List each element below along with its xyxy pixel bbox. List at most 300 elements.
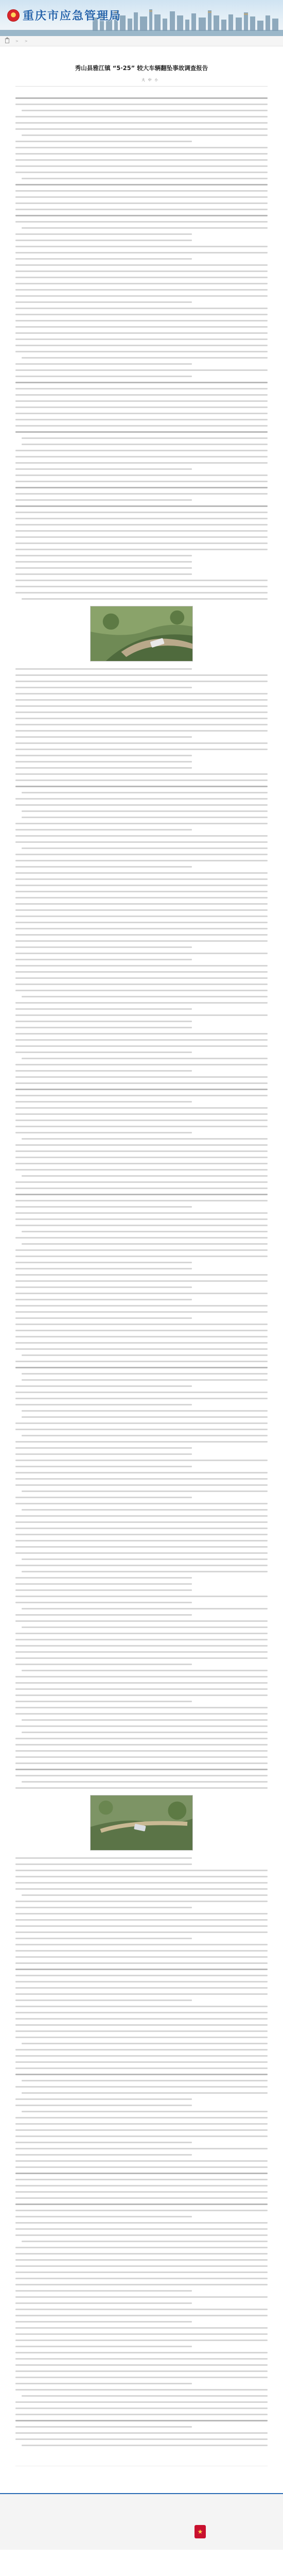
text-line-placeholder xyxy=(15,280,268,286)
text-line-placeholder xyxy=(15,1636,268,1642)
text-line-placeholder xyxy=(15,466,268,472)
text-line-placeholder xyxy=(15,1630,268,1636)
text-line-placeholder xyxy=(15,503,268,509)
text-line-placeholder xyxy=(15,1284,268,1290)
text-line-placeholder xyxy=(15,950,268,956)
government-site-badge-icon[interactable] xyxy=(194,2525,206,2538)
text-line-placeholder xyxy=(15,2318,268,2325)
text-line-placeholder xyxy=(15,1760,268,1766)
text-line-placeholder xyxy=(15,1222,268,1228)
text-line-placeholder xyxy=(15,1661,268,1667)
text-line-placeholder xyxy=(15,2250,268,2257)
text-line-placeholder xyxy=(15,1043,268,1049)
text-line-placeholder xyxy=(15,1649,268,1655)
text-line-placeholder xyxy=(15,1935,268,1941)
text-line-placeholder xyxy=(15,342,268,348)
text-line-placeholder xyxy=(15,2219,268,2226)
text-line-placeholder xyxy=(15,1587,268,1593)
text-line-placeholder xyxy=(15,1593,268,1599)
text-line-placeholder xyxy=(15,1618,268,1624)
text-line-placeholder xyxy=(15,1972,268,1978)
text-line-placeholder xyxy=(15,1426,268,1432)
text-line-placeholder xyxy=(15,2275,268,2281)
text-line-placeholder xyxy=(15,2170,268,2176)
text-line-placeholder xyxy=(15,1247,268,1253)
text-line-placeholder xyxy=(15,410,268,416)
text-line-placeholder xyxy=(15,1667,268,1673)
text-line-placeholder xyxy=(15,1370,268,1377)
text-line-placeholder xyxy=(15,324,268,330)
site-logo[interactable] xyxy=(7,7,121,23)
text-line-placeholder xyxy=(15,969,268,975)
text-line-placeholder xyxy=(15,721,268,727)
text-line-placeholder xyxy=(15,2071,268,2077)
text-line-placeholder xyxy=(15,225,268,231)
text-line-placeholder xyxy=(15,1966,268,1972)
text-line-placeholder xyxy=(15,1309,268,1315)
text-line-placeholder xyxy=(15,1469,268,1476)
text-line-placeholder xyxy=(15,317,268,324)
text-line-placeholder xyxy=(15,2195,268,2201)
text-line-placeholder xyxy=(15,120,268,126)
text-line-placeholder xyxy=(15,274,268,280)
text-line-placeholder xyxy=(15,734,268,740)
text-line-placeholder xyxy=(15,839,268,845)
text-line-placeholder xyxy=(15,1377,268,1383)
divider xyxy=(15,86,268,87)
text-line-placeholder xyxy=(15,138,268,144)
text-line-placeholder xyxy=(15,1463,268,1469)
body-text-block xyxy=(15,666,268,1791)
text-line-placeholder xyxy=(15,2424,268,2430)
text-line-placeholder xyxy=(15,795,268,802)
text-line-placeholder xyxy=(15,740,268,746)
text-line-placeholder xyxy=(15,2151,268,2158)
text-line-placeholder xyxy=(15,1253,268,1259)
text-line-placeholder xyxy=(15,2355,268,2362)
text-line-placeholder xyxy=(15,472,268,478)
text-line-placeholder xyxy=(15,2164,268,2170)
text-line-placeholder xyxy=(15,1358,268,1364)
text-line-placeholder xyxy=(15,2337,268,2343)
breadcrumb xyxy=(0,36,283,46)
text-line-placeholder xyxy=(15,1904,268,1910)
text-line-placeholder xyxy=(15,1098,268,1105)
accident-scene-photo-1 xyxy=(90,606,193,662)
text-line-placeholder xyxy=(15,857,268,863)
text-line-placeholder xyxy=(15,1105,268,1111)
text-line-placeholder xyxy=(15,373,268,379)
text-line-placeholder xyxy=(15,1445,268,1451)
text-line-placeholder xyxy=(15,1395,268,1401)
text-line-placeholder xyxy=(15,802,268,808)
text-line-placeholder xyxy=(15,2127,268,2133)
text-line-placeholder xyxy=(15,870,268,876)
text-line-placeholder xyxy=(15,1723,268,1729)
breadcrumb-separator: > xyxy=(15,39,19,43)
text-line-placeholder xyxy=(15,2368,268,2374)
text-line-placeholder xyxy=(15,1030,268,1037)
text-line-placeholder xyxy=(15,2232,268,2238)
text-line-placeholder xyxy=(15,1562,268,1568)
text-line-placeholder xyxy=(15,1997,268,2003)
text-line-placeholder xyxy=(15,975,268,981)
text-line-placeholder xyxy=(15,1568,268,1574)
text-line-placeholder xyxy=(15,2213,268,2219)
text-line-placeholder xyxy=(15,697,268,703)
breadcrumb-separator: > xyxy=(24,39,28,43)
text-line-placeholder xyxy=(15,1259,268,1265)
text-line-placeholder xyxy=(15,684,268,690)
text-line-placeholder xyxy=(15,361,268,367)
text-line-placeholder xyxy=(15,1556,268,1562)
text-line-placeholder xyxy=(15,2287,268,2294)
text-line-placeholder xyxy=(15,2294,268,2300)
text-line-placeholder xyxy=(15,814,268,820)
text-line-placeholder xyxy=(15,107,268,113)
text-line-placeholder xyxy=(15,509,268,515)
text-line-placeholder xyxy=(15,1204,268,1210)
text-line-placeholder xyxy=(15,771,268,777)
text-line-placeholder xyxy=(15,2176,268,2182)
text-line-placeholder xyxy=(15,212,268,218)
text-line-placeholder xyxy=(15,1692,268,1698)
text-line-placeholder xyxy=(15,1086,268,1092)
text-line-placeholder xyxy=(15,845,268,851)
text-line-placeholder xyxy=(15,783,268,789)
text-line-placeholder xyxy=(15,2040,268,2046)
text-line-placeholder xyxy=(15,1717,268,1723)
text-line-placeholder xyxy=(15,1886,268,1892)
text-line-placeholder xyxy=(15,746,268,752)
text-line-placeholder xyxy=(15,1482,268,1488)
text-line-placeholder xyxy=(15,1111,268,1117)
text-line-placeholder xyxy=(15,1166,268,1173)
text-line-placeholder xyxy=(15,2374,268,2380)
font-size-medium-button[interactable]: 中 xyxy=(148,78,152,82)
text-line-placeholder xyxy=(15,589,268,596)
text-line-placeholder xyxy=(15,478,268,484)
text-line-placeholder xyxy=(15,752,268,758)
text-line-placeholder xyxy=(15,1179,268,1185)
text-line-placeholder xyxy=(15,404,268,410)
text-line-placeholder xyxy=(15,2015,268,2022)
text-line-placeholder xyxy=(15,1476,268,1482)
text-line-placeholder xyxy=(15,1055,268,1061)
text-line-placeholder xyxy=(15,1766,268,1772)
text-line-placeholder xyxy=(15,1525,268,1531)
text-line-placeholder xyxy=(15,1954,268,1960)
text-line-placeholder xyxy=(15,2380,268,2386)
text-line-placeholder xyxy=(15,666,268,672)
text-line-placeholder xyxy=(15,206,268,212)
text-line-placeholder xyxy=(15,1451,268,1457)
text-line-placeholder xyxy=(15,571,268,577)
text-line-placeholder xyxy=(15,1917,268,1923)
text-line-placeholder xyxy=(15,534,268,540)
text-line-placeholder xyxy=(15,1272,268,1278)
text-line-placeholder xyxy=(15,1879,268,1886)
text-line-placeholder xyxy=(15,981,268,987)
text-line-placeholder xyxy=(15,1074,268,1080)
text-line-placeholder xyxy=(15,2393,268,2399)
text-line-placeholder xyxy=(15,1605,268,1612)
text-line-placeholder xyxy=(15,1923,268,1929)
text-line-placeholder xyxy=(15,435,268,441)
text-line-placeholder xyxy=(15,1978,268,1985)
font-size-controls xyxy=(139,77,158,82)
text-line-placeholder xyxy=(15,1408,268,1414)
text-line-placeholder xyxy=(15,565,268,571)
site-footer xyxy=(0,2493,283,2550)
text-line-placeholder xyxy=(15,2009,268,2015)
text-line-placeholder xyxy=(15,690,268,697)
text-line-placeholder xyxy=(15,2411,268,2417)
text-line-placeholder xyxy=(15,299,268,305)
text-line-placeholder xyxy=(15,2003,268,2009)
text-line-placeholder xyxy=(15,422,268,429)
text-line-placeholder xyxy=(15,490,268,497)
text-line-placeholder xyxy=(15,101,268,107)
text-line-placeholder xyxy=(15,2386,268,2393)
text-line-placeholder xyxy=(15,1346,268,1352)
text-line-placeholder xyxy=(15,715,268,721)
text-line-placeholder xyxy=(15,1778,268,1785)
text-line-placeholder xyxy=(15,2108,268,2114)
text-line-placeholder xyxy=(15,2034,268,2040)
text-line-placeholder xyxy=(15,938,268,944)
text-line-placeholder xyxy=(15,758,268,765)
text-line-placeholder xyxy=(15,1160,268,1166)
text-line-placeholder xyxy=(15,1302,268,1309)
text-line-placeholder xyxy=(15,1216,268,1222)
text-line-placeholder xyxy=(15,1012,268,1018)
text-line-placeholder xyxy=(15,2139,268,2145)
text-line-placeholder xyxy=(15,2331,268,2337)
text-line-placeholder xyxy=(15,150,268,157)
text-line-placeholder xyxy=(15,1960,268,1966)
text-line-placeholder xyxy=(15,956,268,962)
text-line-placeholder xyxy=(15,1855,268,1861)
text-line-placeholder xyxy=(15,1680,268,1686)
text-line-placeholder xyxy=(15,1488,268,1494)
text-line-placeholder xyxy=(15,2442,268,2448)
text-line-placeholder xyxy=(15,286,268,293)
text-line-placeholder xyxy=(15,1278,268,1284)
text-line-placeholder xyxy=(15,1018,268,1024)
text-line-placeholder xyxy=(15,2436,268,2442)
text-line-placeholder xyxy=(15,925,268,931)
text-line-placeholder xyxy=(15,144,268,150)
text-line-placeholder xyxy=(15,826,268,833)
text-line-placeholder xyxy=(15,999,268,1006)
text-line-placeholder xyxy=(15,931,268,938)
text-line-placeholder xyxy=(15,987,268,993)
text-line-placeholder xyxy=(15,1241,268,1247)
text-line-placeholder xyxy=(15,777,268,783)
text-line-placeholder xyxy=(15,354,268,361)
text-line-placeholder xyxy=(15,1092,268,1098)
text-line-placeholder xyxy=(15,1550,268,1556)
text-line-placeholder xyxy=(15,1898,268,1904)
text-line-placeholder xyxy=(15,126,268,132)
text-line-placeholder xyxy=(15,1414,268,1420)
text-line-placeholder xyxy=(15,1142,268,1148)
text-line-placeholder xyxy=(15,2349,268,2355)
text-line-placeholder xyxy=(15,1315,268,1321)
text-line-placeholder xyxy=(15,2046,268,2053)
body-text-block xyxy=(15,95,268,602)
text-line-placeholder xyxy=(15,305,268,311)
text-line-placeholder xyxy=(15,1867,268,1873)
text-line-placeholder xyxy=(15,1599,268,1605)
text-line-placeholder xyxy=(15,398,268,404)
text-line-placeholder xyxy=(15,175,268,181)
text-line-placeholder xyxy=(15,808,268,814)
text-line-placeholder xyxy=(15,200,268,206)
text-line-placeholder xyxy=(15,367,268,373)
text-line-placeholder xyxy=(15,2362,268,2368)
text-line-placeholder xyxy=(15,1321,268,1327)
text-line-placeholder xyxy=(15,249,268,256)
text-line-placeholder xyxy=(15,453,268,460)
text-line-placeholder xyxy=(15,2405,268,2411)
text-line-placeholder xyxy=(15,2300,268,2306)
text-line-placeholder xyxy=(15,2121,268,2127)
text-line-placeholder xyxy=(15,2090,268,2096)
text-line-placeholder xyxy=(15,268,268,274)
text-line-placeholder xyxy=(15,1352,268,1358)
text-line-placeholder xyxy=(15,2263,268,2269)
text-line-placeholder xyxy=(15,460,268,466)
article-title: 秀山县雅江镇 “5·25” 较大车辆翻坠事故调查报告 xyxy=(75,64,208,72)
text-line-placeholder xyxy=(15,913,268,919)
text-line-placeholder xyxy=(15,484,268,490)
text-line-placeholder xyxy=(15,392,268,398)
text-line-placeholder xyxy=(15,820,268,826)
text-line-placeholder xyxy=(15,2182,268,2189)
text-line-placeholder xyxy=(15,311,268,317)
text-line-placeholder xyxy=(15,2201,268,2207)
text-line-placeholder xyxy=(15,237,268,243)
text-line-placeholder xyxy=(15,379,268,385)
text-line-placeholder xyxy=(15,2059,268,2065)
text-line-placeholder xyxy=(15,1698,268,1704)
text-line-placeholder xyxy=(15,727,268,734)
text-line-placeholder xyxy=(15,1210,268,1216)
text-line-placeholder xyxy=(15,1401,268,1408)
text-line-placeholder xyxy=(15,703,268,709)
text-line-placeholder xyxy=(15,218,268,225)
text-line-placeholder xyxy=(15,1494,268,1500)
text-line-placeholder xyxy=(15,1861,268,1867)
text-line-placeholder xyxy=(15,888,268,894)
article-meta xyxy=(15,77,268,82)
text-line-placeholder xyxy=(15,2430,268,2436)
text-line-placeholder xyxy=(15,181,268,188)
text-line-placeholder xyxy=(15,2102,268,2108)
text-line-placeholder xyxy=(15,416,268,422)
text-line-placeholder xyxy=(15,1228,268,1234)
text-line-placeholder xyxy=(15,678,268,684)
text-line-placeholder xyxy=(15,672,268,678)
text-line-placeholder xyxy=(15,1531,268,1537)
text-line-placeholder xyxy=(15,2053,268,2059)
text-line-placeholder xyxy=(15,1117,268,1123)
text-line-placeholder xyxy=(15,2114,268,2121)
text-line-placeholder xyxy=(15,2257,268,2263)
text-line-placeholder xyxy=(15,293,268,299)
text-line-placeholder xyxy=(15,169,268,175)
text-line-placeholder xyxy=(15,1729,268,1735)
text-line-placeholder xyxy=(15,515,268,521)
text-line-placeholder xyxy=(15,2207,268,2213)
site-name: 重庆市应急管理局 xyxy=(23,9,122,23)
text-line-placeholder xyxy=(15,1296,268,1302)
text-line-placeholder xyxy=(15,851,268,857)
text-line-placeholder xyxy=(15,1642,268,1649)
text-line-placeholder xyxy=(15,2096,268,2102)
text-line-placeholder xyxy=(15,262,268,268)
text-line-placeholder xyxy=(15,1037,268,1043)
text-line-placeholder xyxy=(15,2312,268,2318)
text-line-placeholder xyxy=(15,962,268,969)
text-line-placeholder xyxy=(15,231,268,237)
text-line-placeholder xyxy=(15,1772,268,1778)
text-line-placeholder xyxy=(15,2065,268,2071)
text-line-placeholder xyxy=(15,194,268,200)
text-line-placeholder xyxy=(15,1910,268,1917)
font-size-small-button[interactable]: 小 xyxy=(154,78,158,82)
text-line-placeholder xyxy=(15,789,268,795)
text-line-placeholder xyxy=(15,833,268,839)
text-line-placeholder xyxy=(15,2325,268,2331)
text-line-placeholder xyxy=(15,1136,268,1142)
text-line-placeholder xyxy=(15,1754,268,1760)
text-line-placeholder xyxy=(15,1364,268,1370)
text-line-placeholder xyxy=(15,1148,268,1154)
text-line-placeholder xyxy=(15,336,268,342)
text-line-placeholder xyxy=(15,2083,268,2090)
text-line-placeholder xyxy=(15,348,268,354)
text-line-placeholder xyxy=(15,1340,268,1346)
text-line-placeholder xyxy=(15,1438,268,1445)
national-emblem-icon xyxy=(7,9,20,22)
text-line-placeholder xyxy=(15,2158,268,2164)
text-line-placeholder xyxy=(15,1612,268,1618)
text-line-placeholder xyxy=(15,1741,268,1748)
text-line-placeholder xyxy=(15,1686,268,1692)
accident-scene-photo-2 xyxy=(90,1795,193,1851)
text-line-placeholder xyxy=(15,1574,268,1581)
text-line-placeholder xyxy=(15,157,268,163)
text-line-placeholder xyxy=(15,2226,268,2232)
site-banner xyxy=(0,0,283,36)
text-line-placeholder xyxy=(15,528,268,534)
text-line-placeholder xyxy=(15,1290,268,1296)
text-line-placeholder xyxy=(15,2399,268,2405)
text-line-placeholder xyxy=(15,447,268,453)
text-line-placeholder xyxy=(15,256,268,262)
font-size-large-button[interactable]: 大 xyxy=(142,78,145,82)
text-line-placeholder xyxy=(15,1581,268,1587)
home-icon xyxy=(5,39,9,43)
text-line-placeholder xyxy=(15,243,268,249)
text-line-placeholder xyxy=(15,2417,268,2424)
text-line-placeholder xyxy=(15,1892,268,1898)
text-line-placeholder xyxy=(15,2133,268,2139)
text-line-placeholder xyxy=(15,993,268,999)
